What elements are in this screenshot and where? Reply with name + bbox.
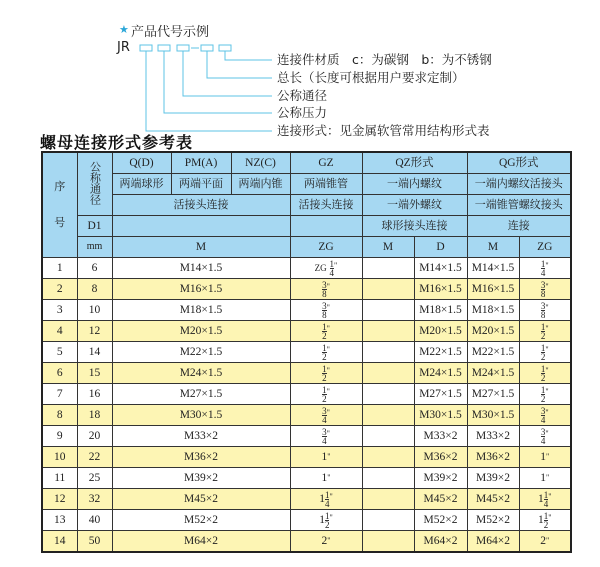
header-q: Q(D): [112, 152, 171, 174]
cell-qz-d: M33×2: [414, 426, 467, 447]
table-row: [42, 447, 571, 468]
cell-zg: [290, 321, 362, 342]
inch-mark: ": [326, 302, 330, 312]
cell-dn: 32: [77, 489, 112, 510]
inch-mark: ": [326, 323, 330, 333]
fraction-denominator: 4: [324, 498, 330, 509]
cell-qg-zg: [519, 405, 571, 426]
header-blank: [290, 216, 362, 237]
table-row: [42, 342, 571, 363]
cell-no: 14: [42, 531, 77, 553]
cell-no: 1: [42, 258, 77, 279]
cell-qz-m: [362, 384, 414, 405]
inch-mark: ": [545, 428, 549, 438]
header-nz: NZ(C): [231, 152, 290, 174]
cell-qg-zg: [519, 300, 571, 321]
fraction-numerator: 1: [543, 510, 549, 521]
cell-m: M16×1.5: [112, 279, 290, 300]
cell-qz-d: M52×2: [414, 510, 467, 531]
star-icon: ★: [119, 23, 129, 36]
thread-prefix: ZG: [314, 262, 327, 273]
fraction-whole: 2: [321, 535, 328, 547]
cell-dn: 50: [77, 531, 112, 553]
fraction-denominator: 2: [540, 393, 546, 404]
table-row: [42, 531, 571, 553]
header-qz-d: D: [414, 237, 467, 258]
fraction-numerator: 3: [540, 279, 546, 290]
cell-qz-m: [362, 510, 414, 531]
cell-qg-zg: [519, 447, 571, 468]
cell-qz-m: [362, 531, 414, 553]
label-material: 连接件材质 c：为碳钢 b：为不锈钢: [277, 52, 492, 67]
cell-qg-m: M30×1.5: [467, 405, 519, 426]
cell-qz-m: [362, 300, 414, 321]
leader-line: [146, 51, 272, 131]
product-code-heading: 产品代号示例: [131, 25, 210, 40]
table-row: [42, 468, 571, 489]
inch-mark: ": [326, 386, 330, 396]
cell-m: M52×2: [112, 510, 290, 531]
cell-zg: [290, 531, 362, 553]
cell-no: 3: [42, 300, 77, 321]
inch-mark: ": [329, 512, 333, 522]
cell-dn: 20: [77, 426, 112, 447]
cell-qg-m: M45×2: [467, 489, 519, 510]
table-row: [42, 363, 571, 384]
header-qg-m: M: [467, 237, 519, 258]
cell-qz-m: [362, 489, 414, 510]
code-box: [177, 45, 189, 51]
code-prefix: JR: [117, 40, 130, 55]
cell-m: M14×1.5: [112, 258, 290, 279]
fraction-whole: 2: [540, 535, 546, 547]
table-row: [42, 384, 571, 405]
header-dn: 公称通径: [77, 152, 112, 216]
cell-qz-d: M39×2: [414, 468, 467, 489]
fraction-denominator: 2: [322, 351, 327, 362]
header-gz-desc: 两端锥管: [290, 174, 362, 195]
cell-qg-m: M33×2: [467, 426, 519, 447]
fraction-denominator: 4: [540, 414, 546, 425]
inch-mark: ": [545, 386, 549, 396]
inch-mark: ": [329, 491, 333, 501]
fraction-denominator: 8: [540, 309, 546, 320]
cell-qz-d: M27×1.5: [414, 384, 467, 405]
inch-mark: ": [545, 473, 550, 482]
fraction-whole: 1: [319, 513, 325, 526]
cell-qz-m: [362, 447, 414, 468]
cell-qg-m: M39×2: [467, 468, 519, 489]
table-row: [42, 405, 571, 426]
header-seq: 序 号: [42, 152, 77, 258]
inch-mark: ": [327, 452, 331, 461]
cell-zg: [290, 426, 362, 447]
table-row: [42, 258, 571, 279]
cell-m: M18×1.5: [112, 300, 290, 321]
cell-qz-m: [362, 405, 414, 426]
cell-m: M24×1.5: [112, 363, 290, 384]
table-row: [42, 300, 571, 321]
fraction-denominator: 2: [324, 519, 330, 530]
cell-qg-zg: [519, 489, 571, 510]
header-m: M: [112, 237, 290, 258]
fraction-denominator: 2: [543, 519, 549, 530]
fraction-denominator: 2: [322, 330, 327, 341]
cell-m: M30×1.5: [112, 405, 290, 426]
cell-qz-m: [362, 258, 414, 279]
fraction-numerator: 1: [324, 489, 330, 500]
fraction-denominator: 4: [540, 435, 546, 446]
cell-qg-zg: [519, 384, 571, 405]
cell-qg-zg: [519, 279, 571, 300]
inch-mark: ": [326, 407, 330, 417]
fraction-numerator: 3: [540, 300, 546, 311]
fraction-denominator: 4: [543, 498, 549, 509]
cell-zg: [290, 447, 362, 468]
table-row: [42, 426, 571, 447]
inch-mark: ": [545, 344, 549, 354]
inch-mark: ": [545, 302, 549, 312]
cell-qz-d: M16×1.5: [414, 279, 467, 300]
code-box: [158, 45, 170, 51]
cell-qg-zg: [519, 363, 571, 384]
cell-m: M64×2: [112, 531, 290, 553]
cell-no: 9: [42, 426, 77, 447]
header-d1: D1: [77, 216, 112, 237]
header-blank: [112, 216, 290, 237]
inch-mark: ": [326, 365, 330, 375]
inch-mark: ": [545, 365, 549, 375]
inch-mark: ": [545, 281, 549, 291]
cell-m: M45×2: [112, 489, 290, 510]
cell-dn: 18: [77, 405, 112, 426]
cell-qz-d: M18×1.5: [414, 300, 467, 321]
code-box: [140, 45, 152, 51]
fraction-whole: 1: [537, 513, 544, 526]
cell-qg-m: M52×2: [467, 510, 519, 531]
fraction-denominator: 2: [322, 372, 327, 383]
fraction-numerator: 1: [540, 258, 546, 269]
header-qg-desc1: 一端内螺纹活接头: [467, 174, 571, 195]
cell-zg: [290, 279, 362, 300]
cell-dn: 22: [77, 447, 112, 468]
cell-zg: [290, 300, 362, 321]
header-qz-m: M: [362, 237, 414, 258]
table-row: [42, 321, 571, 342]
header-qz-desc2: 一端外螺纹: [362, 195, 467, 216]
header-pm-desc: 两端平面: [171, 174, 231, 195]
cell-qz-m: [362, 342, 414, 363]
cell-zg: [290, 342, 362, 363]
cell-dn: 25: [77, 468, 112, 489]
fraction-denominator: 8: [322, 309, 327, 320]
cell-dn: 12: [77, 321, 112, 342]
fraction-numerator: 3: [322, 279, 327, 290]
fraction-numerator: 1: [543, 489, 549, 500]
fraction-whole: 1: [321, 451, 328, 463]
code-box: [201, 45, 213, 51]
table-title: 螺母连接形式参考表: [40, 133, 194, 152]
cell-no: 8: [42, 405, 77, 426]
fraction-denominator: 4: [322, 435, 327, 446]
cell-qg-m: M36×2: [467, 447, 519, 468]
cell-qg-m: M64×2: [467, 531, 519, 553]
cell-m: M36×2: [112, 447, 290, 468]
inch-mark: ": [545, 323, 549, 333]
fraction-whole: 1: [319, 492, 325, 505]
fraction-numerator: 1: [324, 510, 330, 521]
cell-qg-m: M22×1.5: [467, 342, 519, 363]
cell-qg-zg: [519, 258, 571, 279]
inch-mark: ": [545, 407, 549, 417]
cell-no: 10: [42, 447, 77, 468]
fraction-numerator: 1: [540, 321, 546, 332]
cell-m: M33×2: [112, 426, 290, 447]
cell-qz-m: [362, 279, 414, 300]
cell-qz-d: M30×1.5: [414, 405, 467, 426]
fraction-denominator: 2: [540, 372, 546, 383]
fraction-numerator: 1: [322, 321, 327, 332]
cell-qz-d: M36×2: [414, 447, 467, 468]
cell-qz-m: [362, 321, 414, 342]
header-gz-conn: 活接头连接: [290, 195, 362, 216]
cell-dn: 14: [77, 342, 112, 363]
fraction-denominator: 8: [322, 288, 327, 299]
leader-line: [225, 51, 272, 60]
fraction-numerator: 3: [322, 426, 327, 437]
cell-qz-m: [362, 363, 414, 384]
header-nz-desc: 两端内锥: [231, 174, 290, 195]
inch-mark: ": [545, 452, 550, 461]
cell-dn: 16: [77, 384, 112, 405]
cell-qz-d: M22×1.5: [414, 342, 467, 363]
cell-zg: [290, 489, 362, 510]
inch-mark: ": [548, 491, 552, 501]
header-union-conn: 活接头连接: [112, 195, 290, 216]
header-qg: QG形式: [467, 152, 571, 174]
cell-dn: 15: [77, 363, 112, 384]
header-qg-desc2: 一端锥管螺纹接头: [467, 195, 571, 216]
inch-mark: ": [545, 260, 549, 270]
cell-no: 5: [42, 342, 77, 363]
fraction-denominator: 4: [329, 267, 335, 278]
header-zg: ZG: [290, 237, 362, 258]
cell-no: 13: [42, 510, 77, 531]
fraction-denominator: 4: [322, 414, 327, 425]
fraction-numerator: 3: [540, 426, 546, 437]
fraction-denominator: 2: [540, 330, 546, 341]
fraction-denominator: 4: [540, 267, 546, 278]
label-connection: 连接形式：见金属软管常用结构形式表: [277, 123, 490, 138]
cell-no: 2: [42, 279, 77, 300]
cell-zg: [290, 384, 362, 405]
inch-mark: ": [327, 473, 331, 482]
cell-qg-m: M16×1.5: [467, 279, 519, 300]
cell-qg-m: M27×1.5: [467, 384, 519, 405]
cell-zg: [290, 258, 362, 279]
fraction-numerator: 1: [540, 363, 546, 374]
cell-qz-m: [362, 426, 414, 447]
fraction-numerator: 1: [322, 342, 327, 353]
cell-m: M39×2: [112, 468, 290, 489]
fraction-denominator: 2: [322, 393, 327, 404]
code-box: [219, 45, 231, 51]
cell-qg-zg: [519, 426, 571, 447]
label-length: 总长（长度可根据用户要求定制）: [277, 70, 465, 85]
cell-qg-m: M14×1.5: [467, 258, 519, 279]
fraction-numerator: 1: [540, 342, 546, 353]
header-qg-desc3: 连接: [467, 216, 571, 237]
fraction-denominator: 8: [540, 288, 546, 299]
header-qz: QZ形式: [362, 152, 467, 174]
inch-mark: ": [326, 344, 330, 354]
leader-line: [207, 51, 272, 78]
cell-qg-m: M18×1.5: [467, 300, 519, 321]
cell-qg-zg: [519, 510, 571, 531]
cell-no: 4: [42, 321, 77, 342]
cell-qg-zg: [519, 468, 571, 489]
cell-qg-zg: [519, 342, 571, 363]
header-q-desc: 两端球形: [112, 174, 171, 195]
cell-no: 11: [42, 468, 77, 489]
inch-mark: ": [326, 428, 330, 438]
header-gz: GZ: [290, 152, 362, 174]
cell-zg: [290, 363, 362, 384]
fraction-numerator: 1: [322, 363, 327, 374]
cell-no: 6: [42, 363, 77, 384]
fraction-whole: 1: [540, 472, 546, 484]
cell-dn: 10: [77, 300, 112, 321]
nut-connection-table: [41, 151, 572, 553]
inch-mark: ": [545, 536, 550, 545]
cell-no: 12: [42, 489, 77, 510]
cell-dn: 40: [77, 510, 112, 531]
fraction-whole: 1: [537, 492, 544, 505]
cell-qz-d: M14×1.5: [414, 258, 467, 279]
fraction-numerator: 1: [322, 384, 327, 395]
cell-qg-m: M24×1.5: [467, 363, 519, 384]
header-mm: mm: [77, 237, 112, 258]
cell-zg: [290, 468, 362, 489]
cell-qz-d: M24×1.5: [414, 363, 467, 384]
cell-qg-m: M20×1.5: [467, 321, 519, 342]
cell-qz-d: M64×2: [414, 531, 467, 553]
fraction-numerator: 3: [322, 300, 327, 311]
cell-zg: [290, 405, 362, 426]
header-qz-desc3: 球形接头连接: [362, 216, 467, 237]
cell-dn: 6: [77, 258, 112, 279]
cell-m: M27×1.5: [112, 384, 290, 405]
leader-line: [183, 51, 272, 96]
fraction-numerator: 1: [329, 258, 335, 269]
cell-qz-d: M20×1.5: [414, 321, 467, 342]
header-qz-desc1: 一端内螺纹: [362, 174, 467, 195]
cell-qg-zg: [519, 531, 571, 553]
fraction-numerator: 3: [322, 405, 327, 416]
table-row: [42, 489, 571, 510]
header-qg-zg: ZG: [519, 237, 571, 258]
table-row: [42, 279, 571, 300]
cell-m: M20×1.5: [112, 321, 290, 342]
cell-zg: [290, 510, 362, 531]
header-pm: PM(A): [171, 152, 231, 174]
inch-mark: ": [326, 281, 330, 291]
fraction-numerator: 3: [540, 405, 546, 416]
table-row: [42, 510, 571, 531]
fraction-whole: 1: [540, 451, 546, 463]
label-diameter: 公称通径: [277, 88, 328, 103]
cell-m: M22×1.5: [112, 342, 290, 363]
inch-mark: ": [334, 260, 338, 270]
cell-qz-d: M45×2: [414, 489, 467, 510]
inch-mark: ": [327, 536, 331, 545]
cell-qg-zg: [519, 321, 571, 342]
label-pressure: 公称压力: [277, 105, 328, 120]
inch-mark: ": [548, 512, 552, 522]
cell-qz-m: [362, 468, 414, 489]
cell-no: 7: [42, 384, 77, 405]
fraction-denominator: 2: [540, 351, 546, 362]
fraction-numerator: 1: [540, 384, 546, 395]
fraction-whole: 1: [321, 472, 328, 484]
cell-dn: 8: [77, 279, 112, 300]
